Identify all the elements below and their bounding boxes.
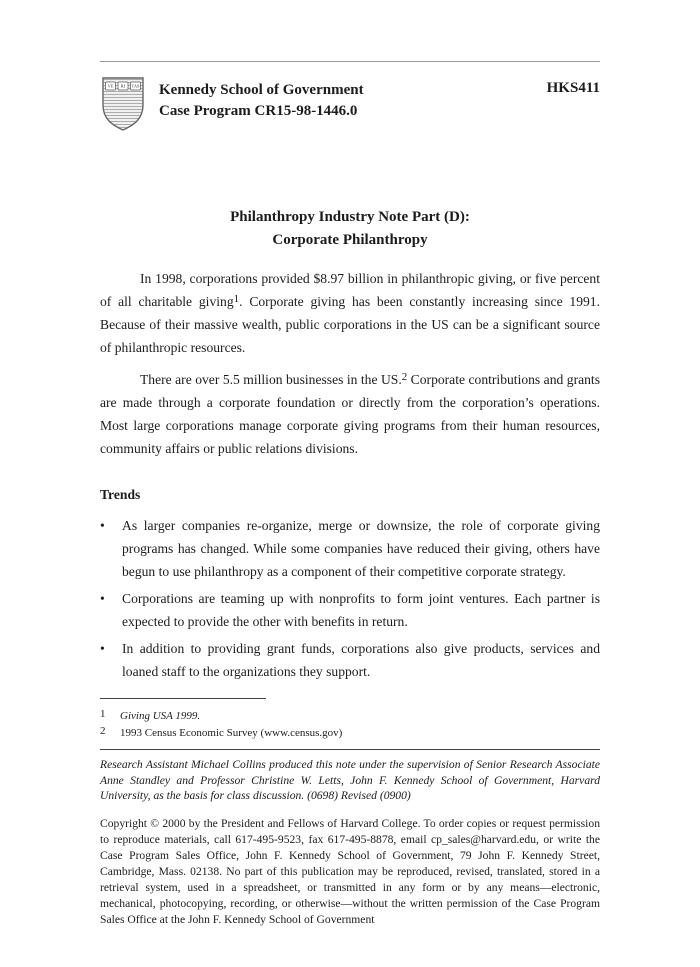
bullet-icon: • bbox=[100, 641, 105, 656]
footnote-text: 1993 Census Economic Survey (www.census.gov) bbox=[120, 726, 343, 739]
title-line-1: Philanthropy Industry Note Part (D): bbox=[230, 209, 470, 225]
attribution-note: Research Assistant Michael Collins produced this note under the supervision of Senior Research Associate Anne Standley and Professor Christine W. Letts, John F. Kennedy School of Government, Harvard University, as the basis for class discussion. (0698) Revised (0900) bbox=[100, 758, 600, 802]
footnote-text: Giving USA 1999. bbox=[120, 710, 201, 722]
shield-book-ri: RI bbox=[120, 83, 126, 89]
trends-bullet-list bbox=[100, 514, 600, 683]
paragraph-1-text-after: . Corporate giving has been constantly increasing since 1991. Because of their massive wealth, public corporations in the US can be a significant source of philanthropic resources. bbox=[100, 294, 601, 355]
document-code: HKS411 bbox=[546, 80, 600, 96]
bullet-text: Corporations are teaming up with nonprofits to form joint ventures. Each partner is expected to provide the other with benefits in return. bbox=[122, 591, 600, 629]
paragraph-2 bbox=[100, 368, 600, 460]
top-divider bbox=[100, 61, 600, 62]
footnote-1 bbox=[100, 708, 600, 725]
header-titles bbox=[159, 75, 364, 122]
document-header bbox=[100, 75, 600, 138]
list-item bbox=[100, 514, 600, 583]
list-item bbox=[100, 587, 600, 633]
document-body bbox=[100, 267, 600, 683]
shield-book-tas: TAS bbox=[131, 83, 140, 89]
footnote-number: 1 bbox=[100, 708, 106, 720]
footnote-number: 2 bbox=[100, 724, 106, 737]
footnotes-section bbox=[100, 698, 600, 741]
bullet-text: In addition to providing grant funds, corporations also give products, services and loaned staff to the organizations they support. bbox=[122, 641, 600, 679]
school-name: Kennedy School of Government bbox=[159, 82, 364, 98]
case-program-number: Case Program CR15-98-1446.0 bbox=[159, 103, 358, 119]
attribution-divider bbox=[100, 749, 600, 750]
footnote-divider bbox=[100, 698, 266, 699]
trends-heading: Trends bbox=[100, 487, 141, 502]
harvard-veritas-shield-icon bbox=[100, 75, 146, 138]
document-title bbox=[100, 206, 600, 252]
footnote-ref-2: 2 bbox=[401, 371, 408, 383]
bullet-icon: • bbox=[100, 591, 105, 606]
bullet-icon: • bbox=[100, 518, 105, 533]
paragraph-2-text-after: Corporate contributions and grants are made through a corporate foundation or directly from the corporation’s operations. Most large corporations manage corporate giving programs from their human resources, community affairs or public relations divisions. bbox=[100, 372, 600, 456]
document-page bbox=[0, 61, 700, 967]
footnote-ref-1: 1 bbox=[233, 293, 240, 305]
copyright-notice: Copyright © 2000 by the President and Fellows of Harvard College. To order copies or request permission to reproduce materials, call 617-495-9523, fax 617-495-8878, email cp_sales@harvard.edu, or write the Case Program Sales Office, John F. Kennedy School of Government, 79 John F. Kennedy Street, Cambridge, Mass. 02138. No part of this publication may be reproduced, revised, translated, stored in a retrieval system, used in a spreadsheet, or transmitted in any form or by any means—electronic, mechanical, photocopying, recording, or otherwise—without the written permission of the Case Program Sales Office at the John F. Kennedy School of Government bbox=[100, 816, 600, 926]
title-line-2: Corporate Philanthropy bbox=[272, 232, 428, 248]
footnote-2 bbox=[100, 725, 600, 742]
paragraph-1-text: In 1998, corporations provided $8.97 billion in philanthropic giving, or five percent of all charitable giving bbox=[100, 271, 600, 309]
shield-book-ve: VE bbox=[107, 83, 114, 89]
paragraph-1 bbox=[100, 267, 600, 359]
list-item bbox=[100, 637, 600, 683]
paragraph-2-text: There are over 5.5 million businesses in the US. bbox=[140, 372, 402, 387]
bullet-text: As larger companies re-organize, merge or downsize, the role of corporate giving programs has changed. While some companies have reduced their giving, others have begun to use philanthropy as a component of their competitive corporate strategy. bbox=[122, 518, 600, 579]
